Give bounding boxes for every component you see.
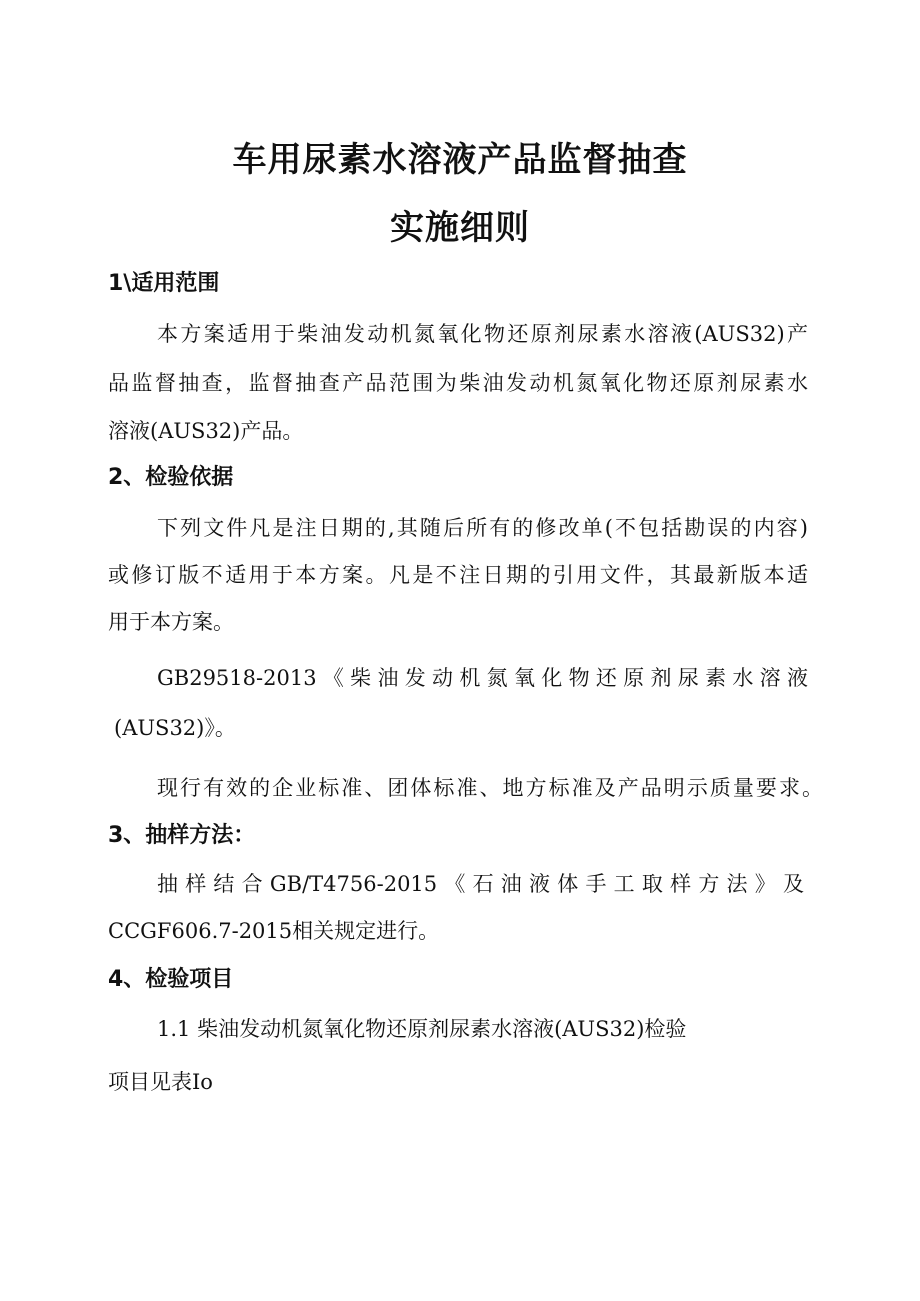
paragraph-line: 下列文件凡是注日期的,其随后所有的修改单(不包括勘误的内容) (157, 516, 808, 540)
paragraph-line: 现行有效的企业标准、团体标准、地方标准及产品明示质量要求。 (157, 776, 823, 800)
paragraph-line: 用于本方案。 (108, 610, 234, 634)
paragraph-line: 本方案适用于柴油发动机氮氧化物还原剂尿素水溶液(AUS32)产 (157, 322, 808, 346)
document-title-line-2: 实施细则 (390, 208, 530, 248)
paragraph-line: 1.1 柴油发动机氮氧化物还原剂尿素水溶液(AUS32)检验 (157, 1017, 687, 1041)
section-heading-items: 4、检验项目 (108, 967, 234, 992)
paragraph-line: 抽样结合GB/T4756-2015《石油液体手工取样方法》及 (157, 872, 804, 896)
section-heading-sampling: 3、抽样方法： (108, 823, 256, 848)
paragraph-line: 品监督抽查，监督抽查产品范围为柴油发动机氮氧化物还原剂尿素水 (108, 371, 808, 395)
section-heading-scope: 1\适用范围 (108, 271, 220, 296)
paragraph-line: CCGF606.7-2015相关规定进行。 (108, 919, 440, 943)
section-heading-basis: 2、检验依据 (108, 465, 234, 490)
paragraph-line: 溶液(AUS32)产品。 (108, 419, 304, 443)
standard-reference: GB29518-2013《柴油发动机氮氧化物还原剂尿素水溶液 (157, 666, 808, 690)
paragraph-line: 项目见表Io (108, 1070, 213, 1094)
paragraph-line: 或修订版不适用于本方案。凡是不注日期的引用文件，其最新版本适 (108, 563, 808, 587)
paragraph-line: (AUS32)》。 (114, 716, 236, 740)
document-title-line-1: 车用尿素水溶液产品监督抽查 (232, 140, 688, 180)
